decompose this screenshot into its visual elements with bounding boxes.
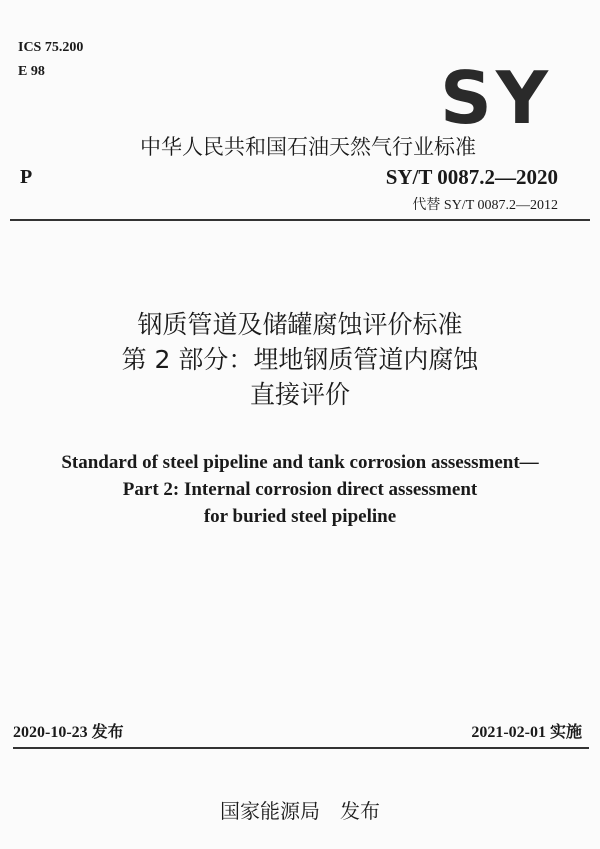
implementation-date: 2021-02-01 实施 — [471, 724, 582, 741]
industry-standard-heading: 中华人民共和国石油天然气行业标准 — [140, 135, 476, 159]
sy-logo: SY — [440, 56, 552, 140]
title-en-line3: for buried steel pipeline — [203, 506, 397, 527]
title-cn-line2: 第 2 部分：埋地钢质管道内腐蚀 — [121, 345, 479, 374]
title-en-line2: Part 2: Internal corrosion direct assessment — [122, 479, 478, 500]
date-divider — [13, 747, 589, 749]
ics-code: ICS 75.200 — [18, 40, 84, 55]
title-cn-line1: 钢质管道及储罐腐蚀评价标准 — [137, 310, 463, 339]
issue-date: 2020-10-23 发布 — [13, 724, 124, 741]
title-en-line1: Standard of steel pipeline and tank corrosion assessment— — [61, 452, 539, 473]
publisher: 国家能源局 发布 — [220, 799, 380, 823]
ccs-code: E 98 — [18, 64, 45, 79]
category-letter: P — [20, 166, 33, 188]
title-cn-line3: 直接评价 — [249, 380, 350, 409]
header-divider — [10, 219, 590, 221]
replaces-standard: 代替 SY/T 0087.2—2012 — [412, 198, 558, 213]
standard-number: SY/T 0087.2—2020 — [385, 165, 558, 189]
